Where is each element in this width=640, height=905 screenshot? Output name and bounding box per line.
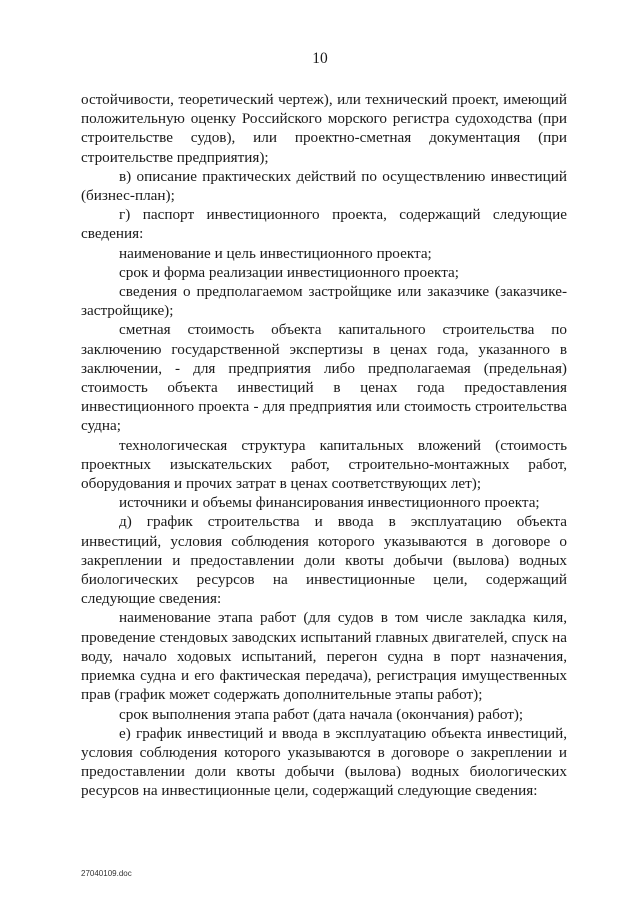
paragraph-5: срок и форма реализации инвестиционного проекта; <box>119 263 459 281</box>
document-filename: 27040109.doc <box>81 869 132 878</box>
paragraph-11: наименование этапа работ (для судов в том числе закладка киля, проведение стендовых заводских испытаний главных двигателей, спуск на воду, начало ходовых испытаний, перегон судна в порт назначения, приемка судна и его фактическая передача), регистрация имущественных прав (график может содержать дополнительные этапы работ); <box>81 609 567 704</box>
paragraph-9: источники и объемы финансирования инвестиционного проекта; <box>119 494 540 512</box>
paragraph-13: е) график инвестиций и ввода в эксплуатацию объекта инвестиций, условия соблюдения которого указываются в договоре о закреплении и предоставлении доли квоты добычи (вылова) водных биологических ресурсов на инвестиционные цели, содержащий следующие сведения: <box>81 724 567 800</box>
paragraph-7: сметная стоимость объекта капитального строительства по заключению государственной экспертизы в ценах года, указанного в заключении, - для предприятия либо предполагаемая (предельная) стоимость объекта инвестиций в ценах года предоставления инвестиционного проекта - для предприятия или стоимость строительства судна; <box>81 321 567 435</box>
paragraph-12: срок выполнения этапа работ (дата начала (окончания) работ); <box>119 705 524 723</box>
paragraph-1: остойчивости, теоретический чертеж), или технический проект, имеющий положительную оценку Российского морского регистра судоходства (при строительстве судов), или проектно-сметная документация (при строительстве предприятия); <box>81 91 567 166</box>
paragraph-6: сведения о предполагаемом застройщике или заказчике (заказчике-застройщике); <box>81 283 567 320</box>
paragraph-4: наименование и цель инвестиционного проекта; <box>119 244 432 262</box>
page-number: 10 <box>312 50 328 67</box>
paragraph-3: г) паспорт инвестиционного проекта, содержащий следующие сведения: <box>81 206 567 243</box>
paragraph-2: в) описание практических действий по осуществлению инвестиций (бизнес-план); <box>81 167 567 205</box>
paragraph-8: технологическая структура капитальных вложений (стоимость проектных изыскательских работ, строительно-монтажных работ, оборудования и прочих затрат в ценах соответствующих лет); <box>81 436 567 493</box>
document-body <box>81 90 567 801</box>
paragraph-10: д) график строительства и ввода в эксплуатацию объекта инвестиций, условия соблюдения которого указываются в договоре о закреплении и предоставлении доли квоты добычи (вылова) водных биологических ресурсов на инвестиционные цели, содержащий следующие сведения: <box>81 513 567 608</box>
